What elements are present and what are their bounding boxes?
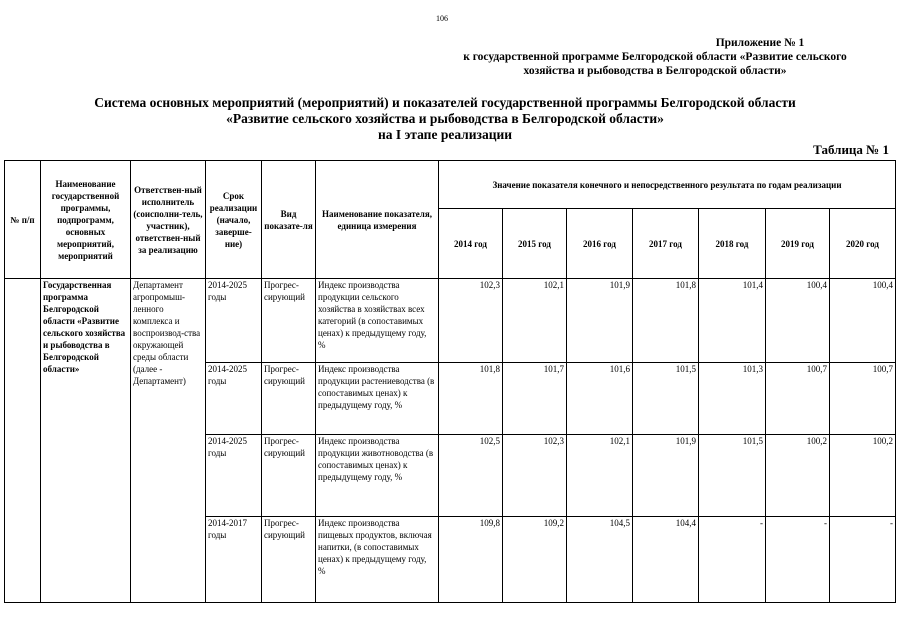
header-num: № п/п [5,161,41,279]
appendix-line-1: Приложение № 1 [715,37,805,49]
type-cell: Прогрес-сирующий [262,517,316,603]
type-cell: Прогрес-сирующий [262,279,316,363]
period-cell: 2014-2017 годы [206,517,262,603]
value-cell: 101,8 [633,279,699,363]
value-cell: 101,5 [633,363,699,435]
header-year: 2020 год [830,209,896,279]
value-cell: 100,4 [830,279,896,363]
value-cell: 109,2 [503,517,567,603]
value-cell: 102,1 [503,279,567,363]
header-year: 2019 год [766,209,830,279]
row-number-cell [5,279,41,603]
header-year: 2015 год [503,209,567,279]
value-cell: 101,3 [699,363,766,435]
period-cell: 2014-2025 годы [206,363,262,435]
period-cell: 2014-2025 годы [206,435,262,517]
value-cell: 100,7 [830,363,896,435]
value-cell: 100,4 [766,279,830,363]
value-cell: 102,3 [439,279,503,363]
header-year: 2016 год [567,209,633,279]
value-cell: 109,8 [439,517,503,603]
value-cell: 100,2 [766,435,830,517]
value-cell: - [699,517,766,603]
table-number: Таблица № 1 [813,142,889,157]
header-year: 2014 год [439,209,503,279]
value-cell: 101,5 [699,435,766,517]
header-period: Срок реализации (начало, заверше-ние) [206,161,262,279]
indicators-table [4,160,896,603]
header-indicator: Наименование показателя, единица измерения [316,161,439,279]
header-values-group: Значение показателя конечного и непосредственного результата по годам реализации [439,161,896,209]
value-cell: 101,4 [699,279,766,363]
value-cell: - [830,517,896,603]
header-year: 2017 год [633,209,699,279]
value-cell: 101,7 [503,363,567,435]
value-cell: 101,9 [633,435,699,517]
title-line-2: «Развитие сельского хозяйства и рыбоводства в Белгородской области» [226,111,664,126]
value-cell: 102,3 [503,435,567,517]
value-cell: 102,5 [439,435,503,517]
value-cell: 101,8 [439,363,503,435]
value-cell: 102,1 [567,435,633,517]
header-type: Вид показате-ля [262,161,316,279]
header-row-1 [5,161,896,209]
value-cell: 101,9 [567,279,633,363]
period-cell: 2014-2025 годы [206,279,262,363]
title-line-1: Система основных мероприятий (мероприятий) и показателей государственной программы Белгородской области [94,95,796,110]
appendix-line-2: к государственной программе Белгородской области «Развитие сельского [463,51,847,63]
header-program: Наименование государственной программы, подпрограмм, основных мероприятий, мероприятий [41,161,131,279]
type-cell: Прогрес-сирующий [262,435,316,517]
responsible-cell: Департамент агропромыш-ленного комплекса и воспроизвод-ства окружающей среды области (далее - Департамент) [131,279,206,603]
appendix-line-3: хозяйства и рыбоводства в Белгородской области» [523,65,787,77]
appendix-header [440,36,870,78]
header-year: 2018 год [699,209,766,279]
header-responsible: Ответствен-ный исполнитель (соисполни-тель, участник), ответствен-ный за реализацию [131,161,206,279]
page-number: 106 [436,14,448,23]
indicator-cell: Индекс производства продукции животноводства (в сопоставимых ценах) к предыдущему году, % [316,435,439,517]
value-cell: - [766,517,830,603]
program-name-cell: Государственная программа Белгородской области «Развитие сельского хозяйства и рыбоводства в Белгородской области» [41,279,131,603]
document-title [40,95,850,143]
table-row [5,279,896,363]
value-cell: 104,4 [633,517,699,603]
indicator-cell: Индекс производства пищевых продуктов, включая напитки, (в сопоставимых ценах) к предыдущему году, % [316,517,439,603]
value-cell: 100,2 [830,435,896,517]
indicator-cell: Индекс производства продукции растениеводства (в сопоставимых ценах) к предыдущему году, % [316,363,439,435]
title-line-3: на I этапе реализации [377,127,513,142]
indicator-cell: Индекс производства продукции сельского хозяйства в хозяйствах всех категорий (в сопоставимых ценах) к предыдущему году, % [316,279,439,363]
value-cell: 104,5 [567,517,633,603]
value-cell: 100,7 [766,363,830,435]
type-cell: Прогрес-сирующий [262,363,316,435]
value-cell: 101,6 [567,363,633,435]
